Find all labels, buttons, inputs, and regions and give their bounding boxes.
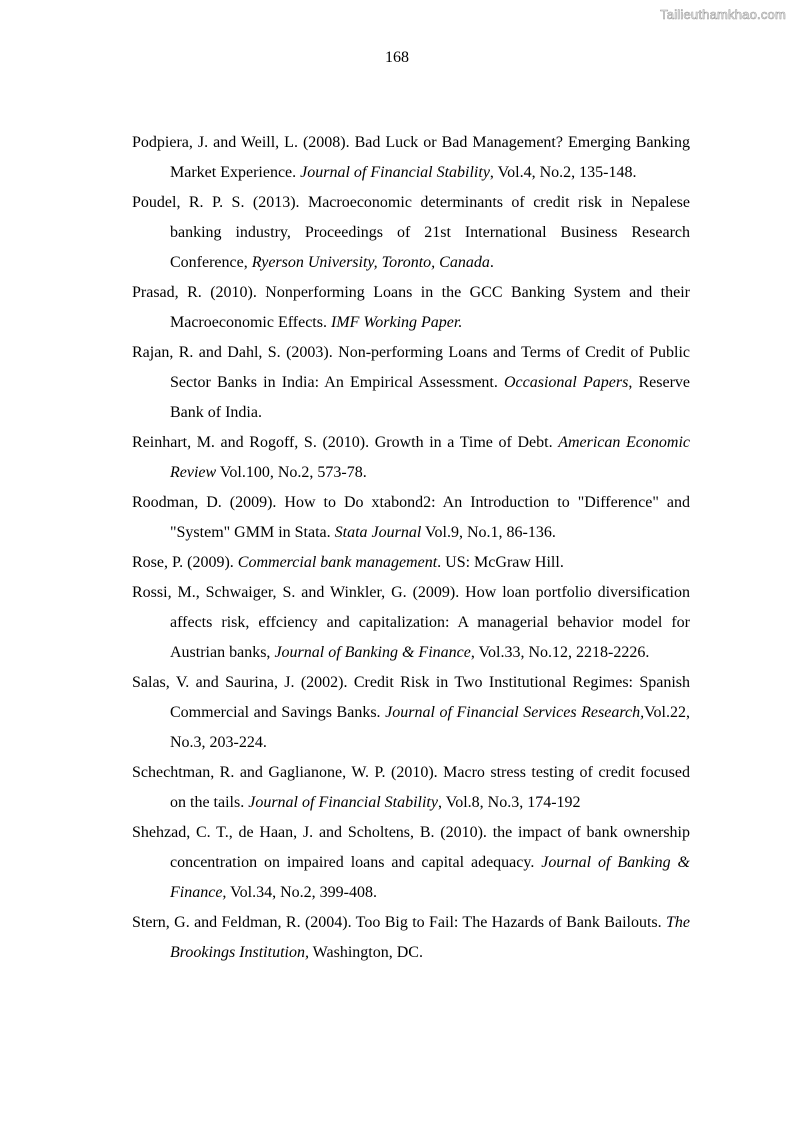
reference-source: The Brookings Institution, — [170, 914, 690, 961]
reference-entry — [132, 548, 690, 578]
reference-source: IMF Working Paper. — [330, 314, 463, 331]
reference-text: Rose, P. (2009). — [132, 554, 238, 571]
reference-source: Ryerson University, Toronto, Canada — [251, 254, 490, 271]
reference-source: Journal of Financial Services Research, — [385, 704, 645, 721]
reference-entry — [132, 488, 690, 548]
reference-text: Reinhart, M. and Rogoff, S. (2010). Growth in a Time of Debt. — [132, 434, 559, 451]
reference-details: Vol.9, No.1, 86-136. — [421, 524, 556, 541]
reference-entry — [132, 128, 690, 188]
reference-source: American Economic Review — [170, 434, 690, 481]
reference-text: Poudel, R. P. S. (2013). Macroeconomic determinants of credit risk in Nepalese banking industry, Proceedings of 21st International Business Research Conference, — [132, 194, 690, 271]
reference-source: Commercial bank management — [237, 554, 438, 571]
reference-source: Journal of Financial Stability — [248, 794, 438, 811]
reference-source: Journal of Financial Stability — [300, 164, 490, 181]
watermark: Tailieuthamkhao.com — [660, 7, 786, 22]
page-number: 168 — [385, 49, 409, 66]
reference-details: . — [489, 254, 494, 271]
reference-entry — [132, 278, 690, 338]
reference-entry — [132, 188, 690, 278]
reference-entry — [132, 758, 690, 818]
reference-entry — [132, 338, 690, 428]
reference-details: Vol.22, No.3, 203-224. — [170, 704, 690, 751]
reference-entry — [132, 818, 690, 908]
reference-text: Stern, G. and Feldman, R. (2004). Too Big to Fail: The Hazards of Bank Bailouts. — [132, 914, 666, 931]
reference-source: Journal of Banking & Finance — [274, 644, 471, 661]
reference-entry — [132, 578, 690, 668]
reference-source: Journal of Banking & Finance, — [170, 854, 691, 901]
reference-text: Podpiera, J. and Weill, L. (2008). Bad Luck or Bad Management? Emerging Banking Market Experience. — [132, 134, 690, 181]
reference-details: , Reserve Bank of India. — [170, 374, 691, 421]
reference-details: Vol.100, No.2, 573-78. — [216, 464, 367, 481]
reference-source: Stata Journal — [334, 524, 422, 541]
reference-entry — [132, 668, 690, 758]
reference-text: Salas, V. and Saurina, J. (2002). Credit Risk in Two Institutional Regimes: Spanish Commercial and Savings Banks. — [132, 674, 690, 721]
reference-source: Occasional Papers — [504, 374, 629, 391]
reference-details: Vol.34, No.2, 399-408. — [226, 884, 377, 901]
reference-list — [132, 128, 690, 968]
reference-text: Shehzad, C. T., de Haan, J. and Scholtens, B. (2010). the impact of bank ownership concentration on impaired loans and capital adequacy. — [132, 824, 690, 871]
reference-details: , Vol.4, No.2, 135-148. — [489, 164, 637, 181]
reference-text: Schechtman, R. and Gaglianone, W. P. (2010). Macro stress testing of credit focused on the tails. — [132, 764, 690, 811]
reference-details: , Vol.8, No.3, 174-192 — [437, 794, 581, 811]
reference-text: Roodman, D. (2009). How to Do xtabond2: An Introduction to "Difference" and "System" GMM in Stata. — [132, 494, 690, 541]
reference-entry — [132, 428, 690, 488]
reference-text: Rossi, M., Schwaiger, S. and Winkler, G. (2009). How loan portfolio diversification affects risk, effciency and capitalization: A managerial behavior model for Austrian banks, — [132, 584, 690, 661]
reference-details: . US: McGraw Hill. — [437, 554, 564, 571]
reference-entry — [132, 908, 690, 968]
reference-details: Washington, DC. — [308, 944, 423, 961]
reference-text: Rajan, R. and Dahl, S. (2003). Non-performing Loans and Terms of Credit of Public Sector Banks in India: An Empirical Assessment. — [132, 344, 690, 391]
reference-details: , Vol.33, No.12, 2218-2226. — [470, 644, 650, 661]
reference-text: Prasad, R. (2010). Nonperforming Loans in the GCC Banking System and their Macroeconomic Effects. — [132, 284, 690, 331]
